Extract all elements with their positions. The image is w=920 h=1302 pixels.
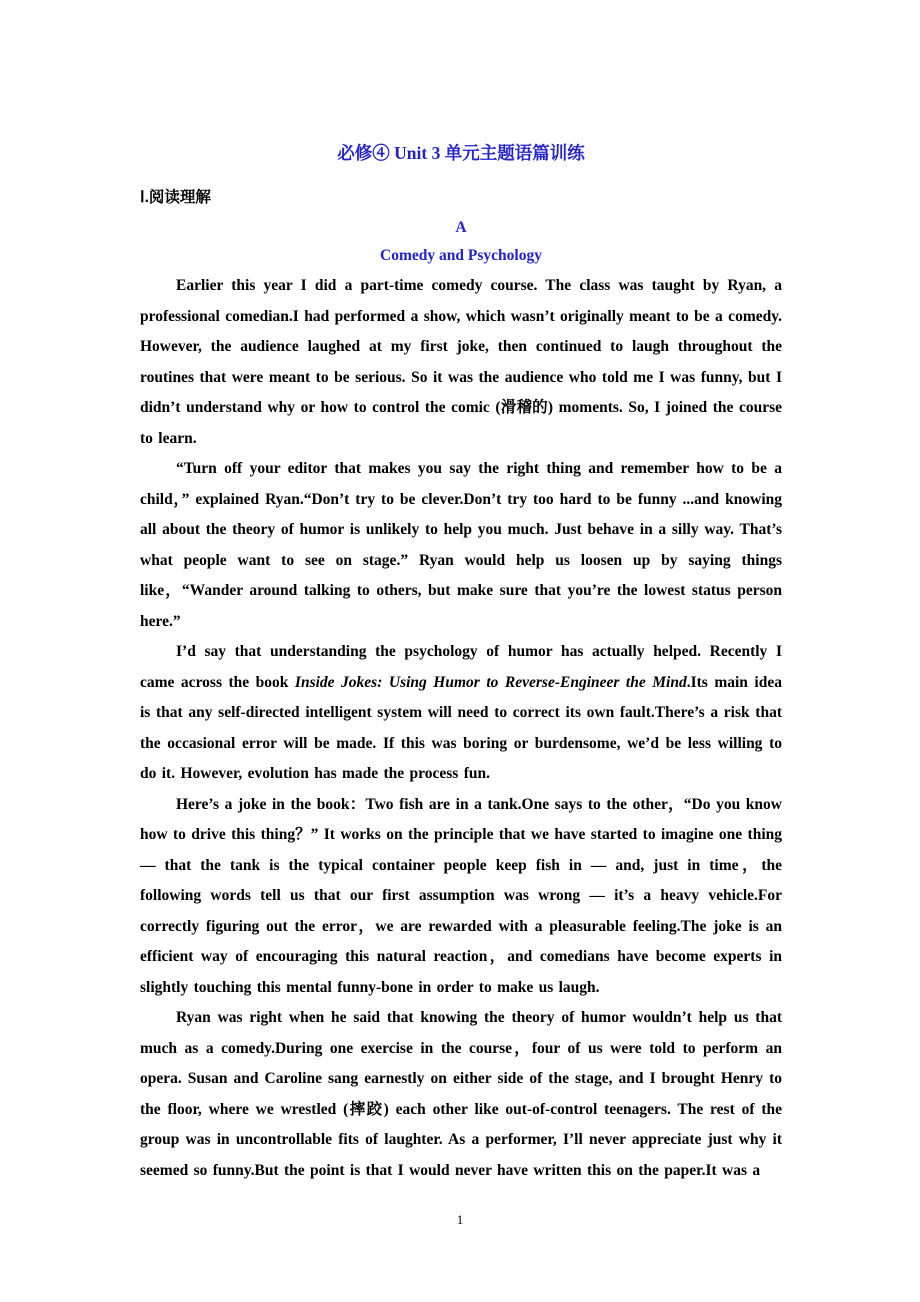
passage-paragraph (140, 790, 782, 1004)
passage-body (140, 271, 782, 1186)
document-content (140, 140, 782, 1186)
passage-paragraph (140, 637, 782, 790)
document-title: 必修④ Unit 3 单元主题语篇训练 (337, 143, 585, 163)
paragraph-text: Ryan was right when he said that knowing the theory of humor wouldn’t help us that much as a comedy.During one exercise in the course，four of us were told to perform an opera. Susan and Caroline sang earnestly on either side of the stage, and I brought Henry to the floor, where we wrestled (摔跤) each other like out-of-control teenagers. The rest of the group was in uncontrollable fits of laughter. As a performer, I’ll never appreciate just why it seemed so funny.But the point is that I would never have written this on the paper.It was a (140, 1009, 782, 1179)
paragraph-text: I’d say that understanding the psychology of humor has actually helped. Recently I came across the book (140, 643, 782, 691)
passage-paragraph (140, 271, 782, 454)
paragraph-text: .Its main idea is that any self-directed intelligent system will need to correct its own fault.There’s a risk that the occasional error will be made. If this was boring or burdensome, we’d be less willing to do it. However, evolution has made the process fun. (140, 673, 782, 782)
page-number: 1 (456, 1213, 464, 1227)
section-header-reading-comprehension: Ⅰ.阅读理解 (140, 189, 211, 206)
paragraph-text: Earlier this year I did a part-time comedy course. The class was taught by Ryan, a professional comedian.I had performed a show, which wasn’t originally meant to be a comedy. However, the audience laughed at my first joke, then continued to laugh throughout the routines that were meant to be serious. So it was the audience who told me I was funny, but I didn’t understand why or how to control the comic (滑稽的) moments. So, I joined the course to learn. (140, 277, 782, 447)
passage-paragraph (140, 1003, 782, 1186)
passage-paragraph (140, 454, 782, 637)
passage-title: Comedy and Psychology (380, 247, 542, 264)
paragraph-text: “Turn off your editor that makes you say the right thing and remember how to be a child，” explained Ryan.“Don’t try to be clever.Don’t try too hard to be funny ...and knowing all about the theory of humor is unlikely to help you much. Just behave in a silly way. That’s what people want to see on stage.” Ryan would help us loosen up by saying things like，“Wander around talking to others, but make sure that you’re the lowest status person here.” (140, 460, 782, 630)
passage-label: A (455, 219, 467, 236)
book-title-italic: Inside Jokes: Using Humor to Reverse-Engineer the Mind (294, 673, 687, 691)
paragraph-text: Here’s a joke in the book：Two fish are in a tank.One says to the other，“Do you know how to drive this thing？” It works on the principle that we have started to imagine one thing — that the tank is the typical container people keep fish in — and, just in time，the following words tell us that our first assumption was wrong — it’s a heavy vehicle.For correctly figuring out the error，we are rewarded with a pleasurable feeling.The joke is an efficient way of encouraging this natural reaction，and comedians have become experts in slightly touching this mental funny-bone in order to make us laugh. (140, 795, 782, 996)
